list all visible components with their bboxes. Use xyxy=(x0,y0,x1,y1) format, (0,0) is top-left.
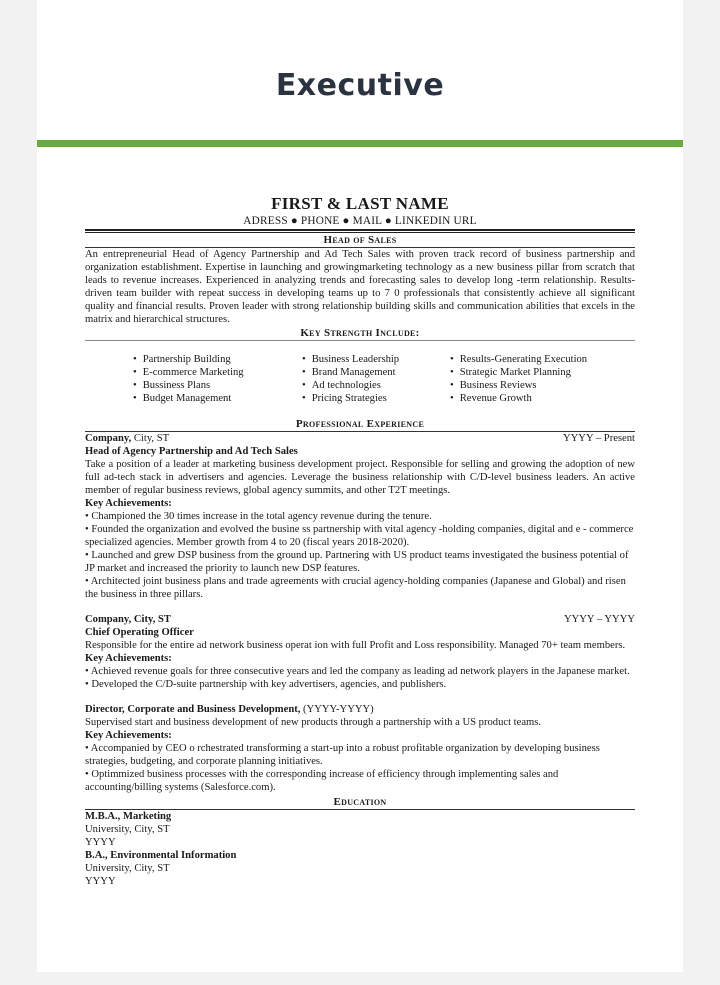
page-title: Executive xyxy=(275,68,445,103)
list-item: • Partnership Building xyxy=(133,353,302,366)
resume-body xyxy=(85,194,635,888)
job-2-role: Chief Operating Officer xyxy=(85,627,194,638)
strengths-list xyxy=(85,353,635,405)
accent-bar xyxy=(37,140,683,147)
experience-heading: Professional Experience xyxy=(295,418,425,430)
job-3-dates: (YYYY-YYYY) xyxy=(300,704,374,715)
list-item: • Strategic Market Planning xyxy=(450,366,587,379)
job-3-header xyxy=(85,703,635,716)
year-2: YYYY xyxy=(85,876,116,887)
contact-line: ADRESS ● PHONE ● MAIL ● LINKEDIN URL xyxy=(243,215,477,227)
list-item: • Pricing Strategies xyxy=(302,392,450,405)
strengths-column-1 xyxy=(133,353,302,405)
job-1-role: Head of Agency Partnership and Ad Tech Sales xyxy=(85,446,298,457)
achievement-item: • Championed the 30 times increase in the total agency revenue during the tenure. xyxy=(85,511,432,522)
achievement-item: • Launched and grew DSP business from the ground up. Partnering with US product teams investigated the business potential of JP market and increased the priority to launch new DSP features. xyxy=(85,550,629,574)
school-2: University, City, ST xyxy=(85,863,170,874)
list-item: • Business Reviews xyxy=(450,379,587,392)
job-3-achievements-label: Key Achievements: xyxy=(85,730,172,741)
job-2-dates: YYYY – YYYY xyxy=(563,614,635,625)
degree-1: M.B.A., Marketing xyxy=(85,811,172,822)
strengths-rule xyxy=(85,340,635,341)
list-item: • Business Leadership xyxy=(302,353,450,366)
job-1-achievements-label: Key Achievements: xyxy=(85,498,172,509)
list-item: • Ad technologies xyxy=(302,379,450,392)
job-1-header xyxy=(85,432,635,445)
job-2-achievements-label: Key Achievements: xyxy=(85,653,172,664)
job-3-description: Supervised start and business development of new products through a partnership with a US product teams. xyxy=(85,717,542,728)
strengths-column-3 xyxy=(450,353,587,405)
job-1-company: Company, xyxy=(85,433,132,444)
degree-2: B.A., Environmental Information xyxy=(85,850,237,861)
headline: Head of Sales xyxy=(323,234,397,246)
job-3-role: Director, Corporate and Business Development, xyxy=(85,704,301,715)
list-item: • Brand Management xyxy=(302,366,450,379)
job-1-company-line xyxy=(85,432,169,445)
resume-sheet xyxy=(37,0,683,972)
candidate-name: FIRST & LAST NAME xyxy=(271,194,449,213)
school-1: University, City, ST xyxy=(85,824,170,835)
achievement-item: • Accompanied by CEO o rchestrated transforming a start-up into a robust profitable organization by developing business strategies, budgeting, and corporate planning initiatives. xyxy=(85,743,600,767)
job-1-dates: YYYY – Present xyxy=(563,433,635,444)
achievement-item: • Founded the organization and evolved the busine ss partnership with vital agency -holding companies, digital and e - commerce specialized agencies. Member growth from 4 to 20 (fiscal years 2018-2020). xyxy=(85,524,634,548)
list-item: • Revenue Growth xyxy=(450,392,587,405)
list-item: • Results-Generating Execution xyxy=(450,353,587,366)
summary-paragraph: An entrepreneurial Head of Agency Partnership and Ad Tech Sales with proven track record of business partnership and organization establishment. Expertise in launching and growingmarketing technology as a new business pillar from scratch that leads to revenue increases. Experienced in analyzing trends and forecasting sales to develop long -term relationship. Results-driven team builder with repeat success in developing teams up to 7 0 professionals that consistently achieve all significant quality and financial results. Proven leader with strong relationship building skills and communication abilities that excels in the matrix and hierarchical structures. xyxy=(85,249,635,325)
job-1-description: Take a position of a leader at marketing business development project. Responsible for selling and growing the adoption of new full ad-tech stack in advertisers and agencies. Leverage the business relationship with C/D-level business leaders. An active member of regular business reviews, global agency summits, and other T2T meetings. xyxy=(85,459,635,496)
achievement-item: • Optimmized business processes with the corresponding increase of efficiency through implementing sales and accounting/billing systems (Salesforce.com). xyxy=(85,769,559,793)
strengths-column-2 xyxy=(302,353,450,405)
spacer xyxy=(85,691,635,703)
spacer xyxy=(85,601,635,613)
achievement-item: • Architected joint business plans and trade agreements with crucial agency-holding companies (Japanese and Global) and risen the business in three pillars. xyxy=(85,576,626,600)
year-1: YYYY xyxy=(85,837,116,848)
strengths-heading: Key Strength Include: xyxy=(300,327,420,339)
job-2-company: Company, City, ST xyxy=(85,614,171,625)
achievement-item: • Developed the C/D-suite partnership with key advertisers, agencies, and publishers. xyxy=(85,679,447,690)
job-2-header xyxy=(85,613,635,626)
achievement-item: • Achieved revenue goals for three consecutive years and led the company as leading ad network players in the Japanese market. xyxy=(85,666,630,677)
education-heading: Education xyxy=(333,796,387,808)
list-item: • E-commerce Marketing xyxy=(133,366,302,379)
list-item: • Bussiness Plans xyxy=(133,379,302,392)
job-2-description: Responsible for the entire ad network business operat ion with full Profit and Loss responsibility. Managed 70+ team members. xyxy=(85,640,626,651)
job-1-location: City, ST xyxy=(131,433,170,444)
list-item: • Budget Management xyxy=(133,392,302,405)
